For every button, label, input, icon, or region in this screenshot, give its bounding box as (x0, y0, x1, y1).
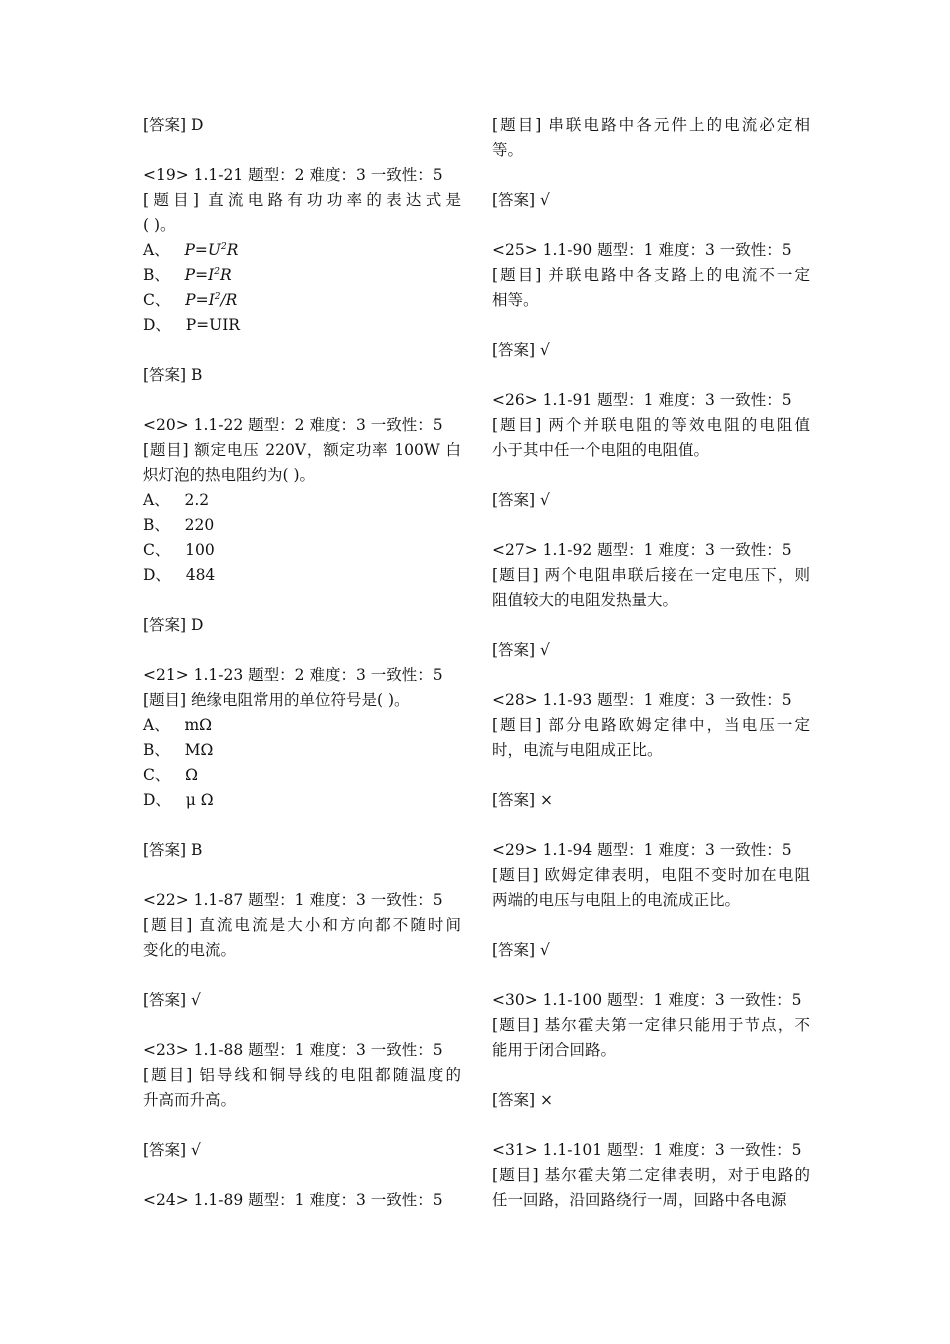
answer-line: [答案] D (143, 616, 204, 634)
answer-line: [答案] × (492, 791, 554, 809)
formula-part: P=U (184, 241, 221, 259)
question-header: <27> 1.1-92 题型：1 难度：3 一致性：5 (492, 541, 792, 559)
question-header: <29> 1.1-94 题型：1 难度：3 一致性：5 (492, 841, 792, 859)
question-header: <24> 1.1-89 题型：1 难度：3 一致性：5 (143, 1191, 443, 1209)
question-text-line: [题目] 直流电流是大小和方向都不随时间 (143, 916, 461, 934)
question-text-line: [题目] 基尔霍夫第一定律只能用于节点，不 (492, 1016, 810, 1034)
question-text-line: 变化的电流。 (143, 941, 237, 959)
answer-option: D、 P=UIR (143, 316, 240, 334)
answer-option: D、 μ Ω (143, 791, 214, 809)
formula (185, 291, 237, 309)
question-header: <26> 1.1-91 题型：1 难度：3 一致性：5 (492, 391, 792, 409)
question-text-line: 任一回路，沿回路绕行一周，回路中各电源 (492, 1191, 787, 1209)
question-text-line: [题目] 串联电路中各元件上的电流必定相 (492, 116, 810, 134)
blank-line (492, 313, 810, 338)
blank-line (492, 1063, 810, 1088)
formula-part: /R (220, 291, 238, 309)
blank-line (143, 863, 461, 888)
formula-exponent: 2 (214, 291, 221, 302)
blank-line (492, 513, 810, 538)
question-header: <30> 1.1-100 题型：1 难度：3 一致性：5 (492, 991, 802, 1009)
blank-line (143, 813, 461, 838)
question-text-line: [题目] 铝导线和铜导线的电阻都随温度的 (143, 1066, 461, 1084)
blank-line (143, 138, 461, 163)
blank-line (143, 388, 461, 413)
answer-option: C、 Ω (143, 766, 198, 784)
right-column (492, 113, 810, 1213)
answer-line: [答案] × (492, 1091, 554, 1109)
blank-line (492, 213, 810, 238)
formula-option (143, 238, 461, 263)
question-text-line: [题目] 两个并联电阻的等效电阻的电阻值 (492, 416, 810, 434)
blank-line (492, 163, 810, 188)
question-text-line: 小于其中任一个电阻的电阻值。 (492, 441, 710, 459)
option-prefix: C、 (143, 291, 186, 309)
question-text-line: [题目] 绝缘电阻常用的单位符号是( )。 (143, 691, 410, 709)
answer-option: A、 2.2 (143, 491, 210, 509)
answer-line: [答案] D (143, 116, 204, 134)
question-header: <25> 1.1-90 题型：1 难度：3 一致性：5 (492, 241, 792, 259)
answer-line: [答案] √ (492, 191, 550, 209)
question-text-line: ( )。 (143, 216, 176, 234)
question-text-line: 能用于闭合回路。 (492, 1041, 617, 1059)
formula-option (143, 263, 461, 288)
answer-line: [答案] √ (143, 991, 201, 1009)
formula-option (143, 288, 461, 313)
question-text-line: 等。 (492, 141, 524, 159)
answer-option: B、 220 (143, 516, 215, 534)
option-prefix: B、 (143, 266, 185, 284)
question-text-line: 两端的电压与电阻上的电流成正比。 (492, 891, 741, 909)
blank-line (143, 1013, 461, 1038)
blank-line (143, 1113, 461, 1138)
blank-line (492, 813, 810, 838)
answer-option: B、 MΩ (143, 741, 214, 759)
question-text-line: [题目] 部分电路欧姆定律中，当电压一定 (492, 716, 810, 734)
question-header: <21> 1.1-23 题型：2 难度：3 一致性：5 (143, 666, 443, 684)
formula-part: P=I (185, 291, 215, 309)
question-text-line: [题目] 基尔霍夫第二定律表明，对于电路的 (492, 1166, 810, 1184)
formula-part: P=I (184, 266, 215, 284)
question-header: <31> 1.1-101 题型：1 难度：3 一致性：5 (492, 1141, 802, 1159)
blank-line (143, 963, 461, 988)
blank-line (143, 338, 461, 363)
answer-line: [答案] B (143, 841, 203, 859)
formula-exponent: 2 (214, 266, 220, 277)
blank-line (492, 913, 810, 938)
question-header: <20> 1.1-22 题型：2 难度：3 一致性：5 (143, 416, 443, 434)
question-header: <23> 1.1-88 题型：1 难度：3 一致性：5 (143, 1041, 443, 1059)
question-text-line: 相等。 (492, 291, 539, 309)
formula (185, 266, 232, 284)
answer-line: [答案] √ (492, 341, 550, 359)
answer-line: [答案] √ (143, 1141, 201, 1159)
answer-line: [答案] B (143, 366, 203, 384)
blank-line (143, 1163, 461, 1188)
answer-option: C、 100 (143, 541, 215, 559)
answer-option: A、 mΩ (143, 716, 213, 734)
question-text-line: [题目] 欧姆定律表明，电阻不变时加在电阻 (492, 866, 810, 884)
answer-line: [答案] √ (492, 491, 550, 509)
blank-line (492, 963, 810, 988)
question-text-line: [题目] 两个电阻串联后接在一定电压下，则 (492, 566, 810, 584)
blank-line (143, 588, 461, 613)
left-column (143, 113, 461, 1213)
question-header: <22> 1.1-87 题型：1 难度：3 一致性：5 (143, 891, 443, 909)
question-header: <28> 1.1-93 题型：1 难度：3 一致性：5 (492, 691, 792, 709)
question-text-line: [题目] 额定电压 220V，额定功率 100W 白 (143, 441, 461, 459)
formula-part: R (226, 241, 239, 259)
blank-line (492, 363, 810, 388)
blank-line (492, 663, 810, 688)
question-text-line: [题目] 直流电路有功功率的表达式是 (143, 191, 461, 209)
blank-line (143, 638, 461, 663)
answer-option: D、 484 (143, 566, 216, 584)
blank-line (492, 463, 810, 488)
blank-line (492, 763, 810, 788)
formula-exponent: 2 (220, 241, 227, 252)
answer-line: [答案] √ (492, 941, 550, 959)
question-text-line: [题目] 并联电路中各支路上的电流不一定 (492, 266, 810, 284)
blank-line (492, 1113, 810, 1138)
question-header: <19> 1.1-21 题型：2 难度：3 一致性：5 (143, 166, 443, 184)
formula-part: R (219, 266, 232, 284)
question-text-line: 时，电流与电阻成正比。 (492, 741, 663, 759)
option-prefix: A、 (143, 241, 185, 259)
formula (184, 241, 238, 259)
question-text-line: 炽灯泡的热电阻约为( )。 (143, 466, 316, 484)
answer-line: [答案] √ (492, 641, 550, 659)
question-text-line: 阻值较大的电阻发热量大。 (492, 591, 679, 609)
blank-line (492, 613, 810, 638)
question-text-line: 升高而升高。 (143, 1091, 237, 1109)
